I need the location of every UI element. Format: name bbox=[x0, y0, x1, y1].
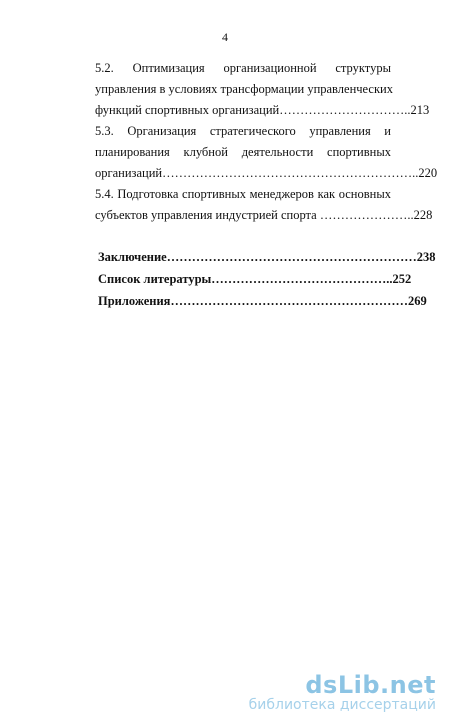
toc-entry-line: функций спортивных организаций…………………………..213 bbox=[95, 103, 430, 117]
watermark-logo: dsLib.net bbox=[305, 671, 436, 699]
table-of-contents bbox=[95, 58, 438, 312]
toc-entry-line: организаций……………………………………………………..220 bbox=[95, 166, 438, 180]
section-gap bbox=[95, 226, 391, 246]
watermark bbox=[249, 671, 436, 713]
toc-entry-references[interactable]: Список литературы……………………………………..252 bbox=[98, 272, 412, 286]
toc-entry-line: субъектов управления индустрией спорта …………………..228 bbox=[95, 208, 433, 222]
toc-entry-line: 5.2. Оптимизация организационной структуры bbox=[95, 61, 391, 75]
toc-entry-5-4[interactable] bbox=[95, 184, 433, 226]
toc-entry-conclusion[interactable]: Заключение……………………………………………………238 bbox=[98, 250, 436, 264]
watermark-subtitle: библиотека диссертаций bbox=[248, 697, 436, 713]
toc-entry-line: 5.4. Подготовка спортивных менеджеров как основных bbox=[95, 187, 391, 201]
toc-entry-line: управления в условиях трансформации управленческих bbox=[95, 82, 393, 96]
toc-entry-line: 5.3. Организация стратегического управления и bbox=[95, 124, 391, 138]
toc-entry-appendices[interactable]: Приложения…………………………………………………269 bbox=[98, 294, 427, 308]
toc-entry-5-2[interactable] bbox=[95, 58, 430, 121]
page-number: 4 bbox=[222, 30, 228, 44]
toc-entry-5-3[interactable] bbox=[95, 121, 438, 184]
toc-entry-line: планирования клубной деятельности спортивных bbox=[95, 145, 391, 159]
